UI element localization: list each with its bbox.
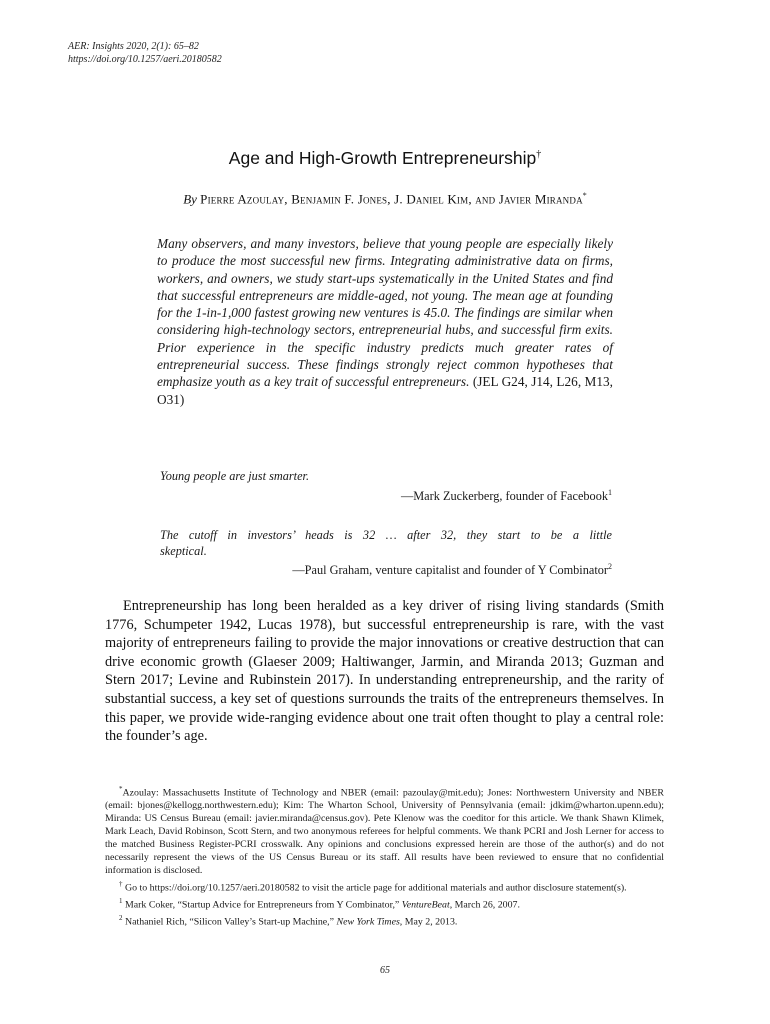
footnote-text: Mark Coker, “Startup Advice for Entrepreneurs from Y Combinator,” [124, 899, 402, 911]
abstract [157, 235, 613, 408]
jel-codes: (JEL G24, J14, L26, M13, O31) [157, 374, 613, 407]
epigraph-zuckerberg [160, 468, 612, 504]
article-title [0, 148, 770, 169]
journal-citation: AER: Insights 2020, 2(1): 65–82 [68, 41, 199, 52]
footnote-marker: * [119, 785, 123, 793]
epigraph-attribution-text: —Mark Zuckerberg, founder of Facebook [400, 489, 608, 504]
abstract-text: Many observers, and many investors, believe that young people are especially likely to produce the most successful new firms. Integrating administrative data on firms, workers, and owners, we study start-ups systematically in the United States and find that successful entrepreneurs are middle-aged, not young. The mean age at founding for the 1-in-1,000 fastest growing new ventures is 45.0. The findings are similar when considering high-technology sectors, entrepreneurial hubs, and successful firm exits. Prior experience in the specific industry predicts much greater rates of entrepreneurial success. These findings strongly reject common hypotheses that emphasize youth as a key trait of successful entrepreneurs. [157, 236, 613, 390]
footnote-text: Azoulay: Massachusetts Institute of Technology and NBER (email: pazoulay@mit.edu); Jones: Northwestern University and NBER (email: bjones@kellogg.northwestern.edu); Kim: The Wharton School, University of Pennsylvania (email: jdkim@wharton.upenn.edu); Miranda: US Census Bureau (email: javier.miranda@census.gov). Pete Klenow was the coeditor for this article. We thank Shawn Klimek, Mark Leach, David Robinson, Scott Stern, and two anonymous referees for helpful comments. We thank PCRI and Josh Lerner for access to the matched Business Register-PCRI crosswalk. Any opinions and conclusions expressed herein are those of the author(s) and do not necessarily represent the views of the US Census Bureau or its staff. All results have been reviewed to ensure that no confidential information is disclosed. [105, 787, 664, 876]
footnote-dagger [105, 878, 664, 895]
footnote-source: VentureBeat [401, 899, 450, 911]
epigraph-quote-line1: The cutoff in investors’ heads is 32 … after 32, they start to be a little [160, 528, 612, 542]
footnote-text-end: , March 26, 2007. [449, 899, 520, 911]
byline-authors: Pierre Azoulay, Benjamin F. Jones, J. Daniel Kim, and Javier Miranda [200, 191, 583, 207]
footnote-1 [105, 895, 664, 912]
epigraph-attribution [160, 485, 612, 504]
footnote-marker: 1 [119, 896, 123, 905]
footnote-marker: † [119, 879, 123, 888]
epigraph-attribution [160, 559, 612, 578]
footnote-text-end: , May 2, 2013. [399, 916, 458, 928]
epigraph-graham [160, 527, 612, 578]
footnote-source: New York Times [336, 916, 400, 928]
footnote-text: Go to https://doi.org/10.1257/aeri.20180582 to visit the article page for additional materials and author disclosure statement(s). [124, 881, 627, 893]
page-number: 65 [380, 965, 390, 976]
title-footnote-marker[interactable]: † [536, 149, 542, 161]
journal-header [68, 40, 222, 66]
footnote-star [105, 783, 664, 878]
epigraph-footnote-marker[interactable]: 2 [608, 562, 612, 571]
epigraph-quote: Young people are just smarter. [160, 469, 310, 483]
epigraph-footnote-marker[interactable]: 1 [608, 488, 612, 497]
doi-link[interactable]: https://doi.org/10.1257/aeri.20180582 [68, 54, 222, 65]
title-text: Age and High-Growth Entrepreneurship [228, 148, 537, 168]
epigraph-quote-line2: skeptical. [160, 544, 207, 558]
footnote-text: Nathaniel Rich, “Silicon Valley’s Start-up Machine,” [124, 916, 337, 928]
footnote-marker: 2 [119, 914, 123, 923]
byline-footnote-marker[interactable]: * [582, 191, 587, 200]
author-byline [0, 191, 770, 207]
body-paragraph: Entrepreneurship has long been heralded as a key driver of rising living standards (Smith 1776, Schumpeter 1942, Lucas 1978), but successful entrepreneurship is rare, with the vast majority of entrepreneurs failing to provide the major innovations or creative destruction that can drive economic growth (Glaeser 2009; Haltiwanger, Jarmin, and Miranda 2013; Guzman and Stern 2017; Levine and Rubinstein 2017). In understanding entrepreneurship, and the rarity of substantial success, a key set of questions surrounds the traits of the entrepreneurs themselves. In this paper, we provide wide-ranging evidence about one trait often thought to play a central role: the founder’s age. [105, 598, 664, 745]
footnotes [105, 783, 664, 929]
footnote-2 [105, 912, 664, 929]
byline-by: By [183, 191, 197, 207]
epigraph-attribution-text: —Paul Graham, venture capitalist and founder of Y Combinator [292, 563, 608, 578]
